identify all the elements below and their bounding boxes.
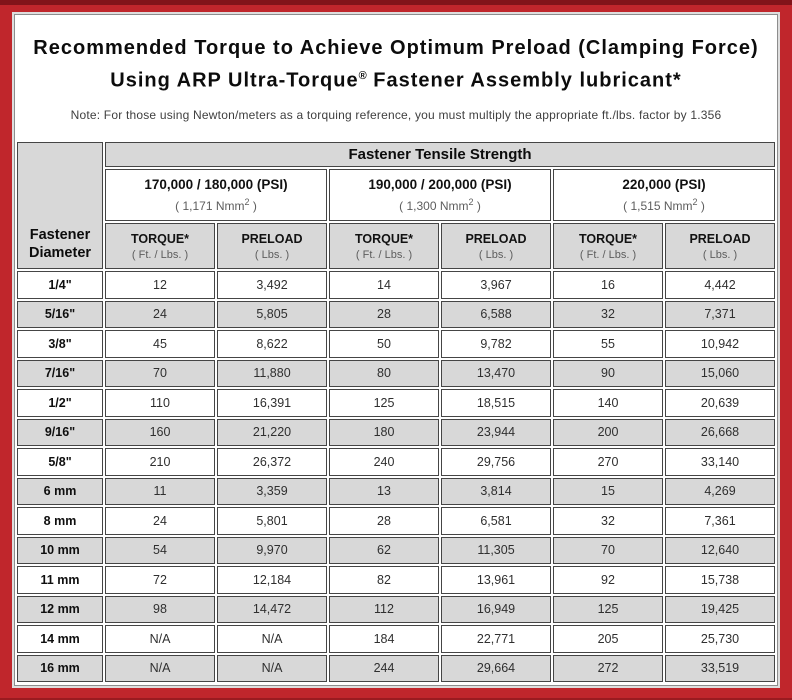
value-cell: 184 [329, 625, 439, 653]
preload-column-header [217, 223, 327, 269]
nmm-post-2: ) [473, 199, 481, 213]
value-cell: 21,220 [217, 419, 327, 447]
value-cell: 72 [105, 566, 215, 594]
value-cell: 28 [329, 301, 439, 329]
diameter-cell: 14 mm [17, 625, 103, 653]
value-cell: 33,140 [665, 448, 775, 476]
preload-column-header [441, 223, 551, 269]
value-cell: 7,371 [665, 301, 775, 329]
preload-column-header [665, 223, 775, 269]
note-text: Note: For those using Newton/meters as a torquing reference, you must multiply the appropriate ft./lbs. factor by 1.356 [70, 107, 722, 122]
title-line2 [15, 62, 777, 95]
psi-value-2: 190,000 / 200,000 (PSI) [368, 177, 512, 192]
torque-label: TORQUE* [354, 231, 414, 246]
value-cell: 5,805 [217, 301, 327, 329]
table-row [17, 507, 775, 535]
value-cell: 15,738 [665, 566, 775, 594]
diameter-cell: 7/16" [17, 360, 103, 388]
torque-column-header [329, 223, 439, 269]
preload-label: PRELOAD [689, 231, 751, 246]
value-cell: 5,801 [217, 507, 327, 535]
value-cell: 70 [553, 537, 663, 565]
value-cell: 210 [105, 448, 215, 476]
value-cell: 13,961 [441, 566, 551, 594]
torque-label: TORQUE* [130, 231, 190, 246]
value-cell: 16,391 [217, 389, 327, 417]
diameter-cell: 6 mm [17, 478, 103, 506]
value-cell: 32 [553, 507, 663, 535]
nmm-post-3: ) [697, 199, 705, 213]
value-cell: 240 [329, 448, 439, 476]
nmm-pre-3: ( 1,515 Nmm [623, 199, 693, 213]
nmm-value-2 [330, 197, 550, 213]
value-cell: 112 [329, 596, 439, 624]
value-cell: 13 [329, 478, 439, 506]
torque-unit: ( Ft. / Lbs. ) [355, 248, 413, 261]
torque-unit: ( Ft. / Lbs. ) [579, 248, 637, 261]
table-row [17, 625, 775, 653]
nmm-value-3 [554, 197, 774, 213]
value-cell: 23,944 [441, 419, 551, 447]
value-cell: 15,060 [665, 360, 775, 388]
value-cell: 29,756 [441, 448, 551, 476]
value-cell: 11 [105, 478, 215, 506]
table-row [17, 655, 775, 683]
fastener-diameter-header-line2: Diameter [28, 245, 92, 261]
value-cell: 11,880 [217, 360, 327, 388]
nmm-pre-1: ( 1,171 Nmm [175, 199, 245, 213]
value-cell: 33,519 [665, 655, 775, 683]
nmm-pre-2: ( 1,300 Nmm [399, 199, 469, 213]
value-cell: 244 [329, 655, 439, 683]
value-cell: 22,771 [441, 625, 551, 653]
value-cell: 12,640 [665, 537, 775, 565]
torque-column-header [105, 223, 215, 269]
psi-value-1: 170,000 / 180,000 (PSI) [144, 177, 288, 192]
header-row-tensile [17, 142, 775, 167]
table-row [17, 271, 775, 299]
psi-value-3: 220,000 (PSI) [622, 177, 706, 192]
value-cell: 6,581 [441, 507, 551, 535]
table-row [17, 566, 775, 594]
value-cell: 4,269 [665, 478, 775, 506]
value-cell: 70 [105, 360, 215, 388]
value-cell: 26,372 [217, 448, 327, 476]
diameter-cell: 3/8" [17, 330, 103, 358]
registered-trademark-symbol: ® [358, 70, 367, 82]
nmm-sup-3: 2 [692, 197, 698, 207]
psi-group-header-2 [329, 169, 551, 221]
title-line1: Recommended Torque to Achieve Optimum Preload (Clamping Force) [33, 37, 759, 59]
value-cell: 11,305 [441, 537, 551, 565]
value-cell: 24 [105, 301, 215, 329]
torque-column-header [553, 223, 663, 269]
diameter-cell: 5/16" [17, 301, 103, 329]
diameter-cell: 8 mm [17, 507, 103, 535]
value-cell: 9,970 [217, 537, 327, 565]
nmm-post-1: ) [249, 199, 257, 213]
header-row-psi [17, 169, 775, 221]
diameter-cell: 12 mm [17, 596, 103, 624]
value-cell: 6,588 [441, 301, 551, 329]
nmm-sup-2: 2 [468, 197, 474, 207]
value-cell: 3,359 [217, 478, 327, 506]
value-cell: 24 [105, 507, 215, 535]
value-cell: 200 [553, 419, 663, 447]
nmm-sup-1: 2 [244, 197, 250, 207]
content-panel [14, 14, 778, 686]
value-cell: 9,782 [441, 330, 551, 358]
value-cell: 98 [105, 596, 215, 624]
value-cell: 14 [329, 271, 439, 299]
torque-unit: ( Ft. / Lbs. ) [131, 248, 189, 261]
value-cell: 28 [329, 507, 439, 535]
value-cell: 14,472 [217, 596, 327, 624]
value-cell: 25,730 [665, 625, 775, 653]
value-cell: 29,664 [441, 655, 551, 683]
value-cell: 54 [105, 537, 215, 565]
value-cell: N/A [105, 625, 215, 653]
diameter-cell: 9/16" [17, 419, 103, 447]
table-row [17, 330, 775, 358]
page-title [15, 34, 777, 95]
table-row [17, 537, 775, 565]
value-cell: 180 [329, 419, 439, 447]
value-cell: 80 [329, 360, 439, 388]
header-row-columns [17, 223, 775, 269]
value-cell: 7,361 [665, 507, 775, 535]
value-cell: 140 [553, 389, 663, 417]
psi-group-header-3 [553, 169, 775, 221]
fastener-diameter-header [17, 142, 103, 269]
table-row [17, 448, 775, 476]
value-cell: 13,470 [441, 360, 551, 388]
torque-label: TORQUE* [578, 231, 638, 246]
value-cell: 4,442 [665, 271, 775, 299]
diameter-cell: 1/4" [17, 271, 103, 299]
diameter-cell: 11 mm [17, 566, 103, 594]
value-cell: 20,639 [665, 389, 775, 417]
diameter-cell: 1/2" [17, 389, 103, 417]
preload-unit: ( Lbs. ) [702, 248, 738, 261]
value-cell: 8,622 [217, 330, 327, 358]
preload-unit: ( Lbs. ) [254, 248, 290, 261]
value-cell: 16 [553, 271, 663, 299]
value-cell: 92 [553, 566, 663, 594]
value-cell: 18,515 [441, 389, 551, 417]
value-cell: 270 [553, 448, 663, 476]
title-line2-post: Fastener Assembly lubricant* [366, 69, 682, 92]
value-cell: 45 [105, 330, 215, 358]
value-cell: 125 [553, 596, 663, 624]
value-cell: 82 [329, 566, 439, 594]
torque-table [15, 140, 777, 684]
value-cell: 125 [329, 389, 439, 417]
fastener-diameter-header-line1: Fastener [29, 227, 91, 243]
value-cell: 32 [553, 301, 663, 329]
value-cell: N/A [217, 625, 327, 653]
psi-group-header-1 [105, 169, 327, 221]
value-cell: 3,967 [441, 271, 551, 299]
value-cell: 15 [553, 478, 663, 506]
value-cell: 12 [105, 271, 215, 299]
diameter-cell: 16 mm [17, 655, 103, 683]
value-cell: 90 [553, 360, 663, 388]
value-cell: 272 [553, 655, 663, 683]
table-row [17, 478, 775, 506]
value-cell: 12,184 [217, 566, 327, 594]
table-row [17, 360, 775, 388]
nmm-value-1 [106, 197, 326, 213]
diameter-cell: 10 mm [17, 537, 103, 565]
preload-label: PRELOAD [465, 231, 527, 246]
value-cell: 10,942 [665, 330, 775, 358]
title-line2-pre: Using ARP Ultra-Torque [110, 69, 359, 92]
value-cell: 3,492 [217, 271, 327, 299]
value-cell: 160 [105, 419, 215, 447]
value-cell: 19,425 [665, 596, 775, 624]
value-cell: 16,949 [441, 596, 551, 624]
value-cell: 50 [329, 330, 439, 358]
table-row [17, 419, 775, 447]
diameter-cell: 5/8" [17, 448, 103, 476]
value-cell: N/A [217, 655, 327, 683]
table-row [17, 301, 775, 329]
table-row [17, 596, 775, 624]
preload-label: PRELOAD [241, 231, 303, 246]
value-cell: 110 [105, 389, 215, 417]
value-cell: 26,668 [665, 419, 775, 447]
table-row [17, 389, 775, 417]
preload-unit: ( Lbs. ) [478, 248, 514, 261]
value-cell: 62 [329, 537, 439, 565]
value-cell: 55 [553, 330, 663, 358]
value-cell: 3,814 [441, 478, 551, 506]
value-cell: 205 [553, 625, 663, 653]
value-cell: N/A [105, 655, 215, 683]
tensile-strength-header: Fastener Tensile Strength [105, 142, 775, 167]
